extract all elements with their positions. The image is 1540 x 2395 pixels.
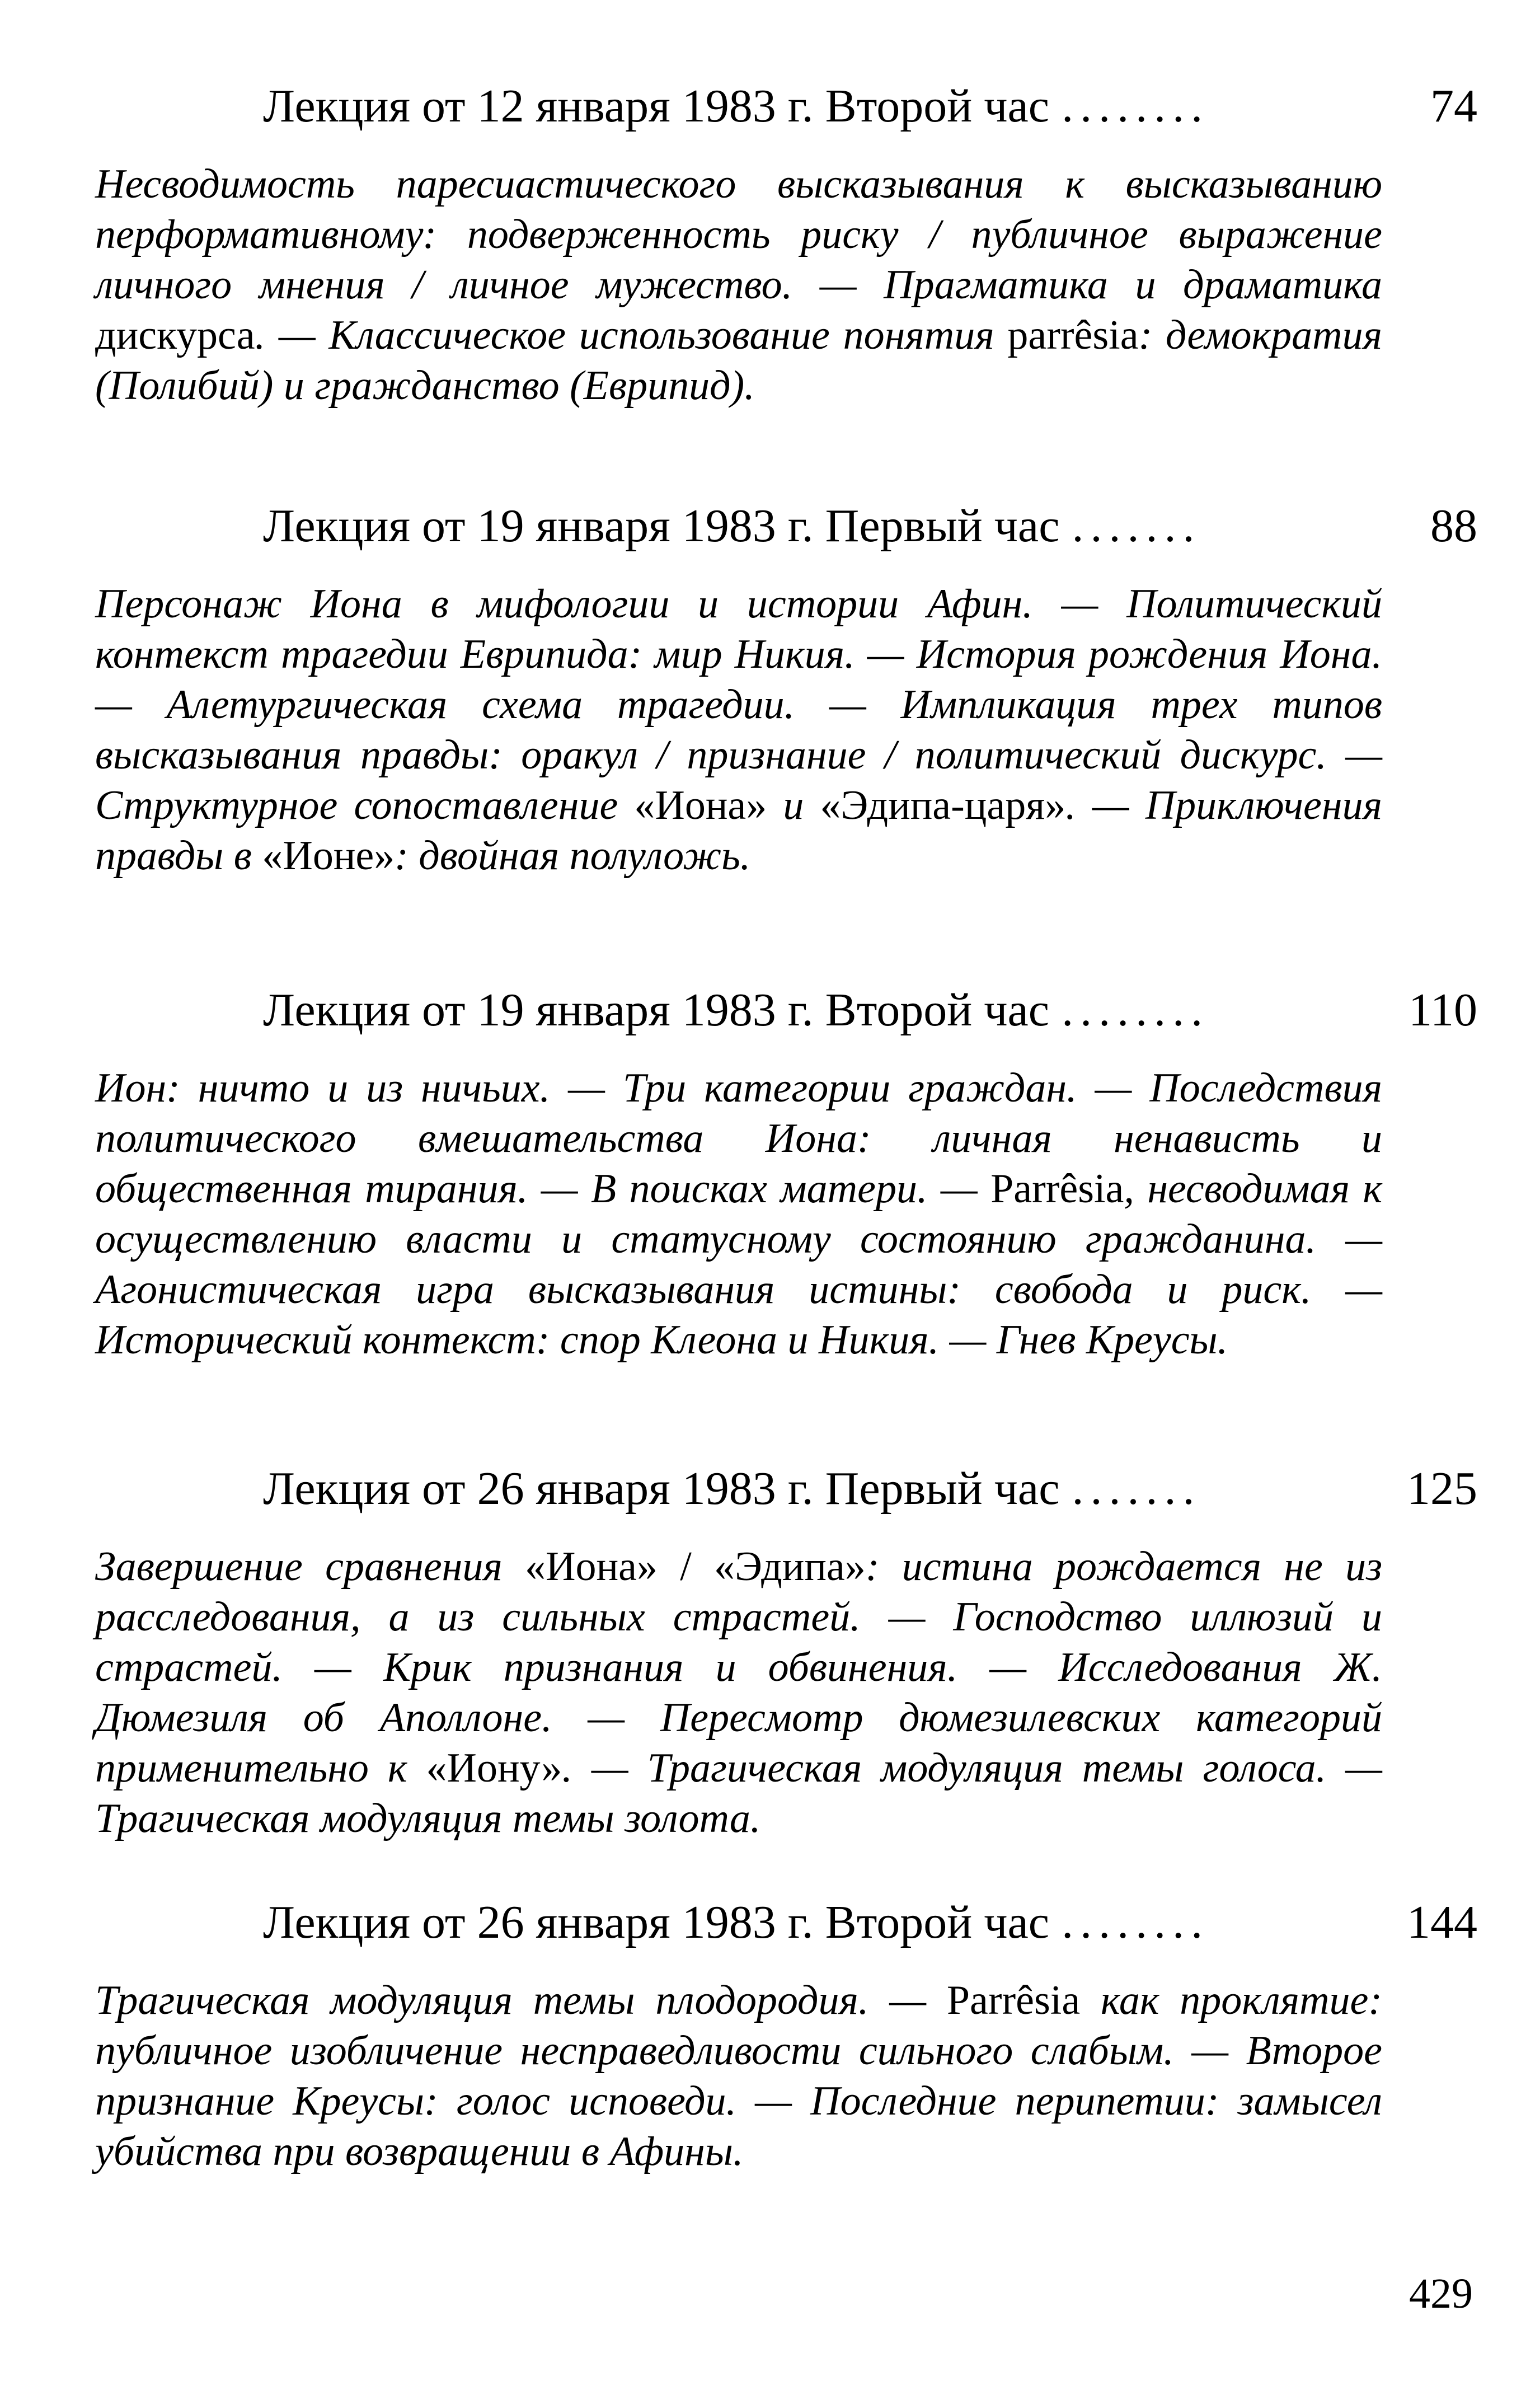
leader-dots: ........ — [1062, 80, 1210, 132]
italic-text-fragment: и — [767, 782, 820, 828]
upright-text-fragment: «Эдипа-царя» — [820, 782, 1066, 828]
entry-description — [95, 1063, 1382, 1365]
leader-dots: ....... — [1072, 500, 1201, 552]
page-number: 144 — [1407, 1896, 1477, 1948]
toc-entry — [95, 977, 1477, 1365]
italic-text-fragment: Персонаж Иона в мифологии и истории Афин. — Политический контекст трагедии Еврипида: мир Никия. — История рождения Иона. — Алетургическая схема трагедии. — Импликация трех типов высказывания правды: оракул / признание / политический дискурс. — Структурное сопоставление — [95, 581, 1382, 828]
heading-label: Лекция от 19 января 1983 г. Второй час — [263, 984, 1050, 1036]
italic-text-fragment: Трагическая модуляция темы плодородия. — — [95, 1977, 947, 2023]
heading-label: Лекция от 26 января 1983 г. Второй час — [263, 1896, 1050, 1948]
upright-text-fragment: «Иона» — [634, 782, 767, 828]
italic-text-fragment: Ион: ничто и из ничьих. — Три категории граждан. — Последствия политического вмешательства Иона: личная ненависть и общественная тирания. — В поисках матери. — — [95, 1065, 1382, 1212]
page-number: 88 — [1430, 500, 1477, 552]
entry-description — [95, 159, 1382, 411]
entry-heading — [95, 73, 1477, 140]
entry-description — [95, 1975, 1382, 2177]
italic-text-fragment: : истина рождается не из расследования, а из сильных страстей. — Господство иллюзий и страстей. — Крик признания и обвинения. — Исследования Ж. Дюмезиля об Аполлоне. — Пересмотр дюмезилевских категорий применительно к — [95, 1544, 1383, 1791]
heading-label: Лекция от 19 января 1983 г. Первый час — [263, 500, 1060, 552]
entry-heading — [95, 493, 1477, 560]
entry-heading — [95, 977, 1477, 1044]
page-number: 125 — [1407, 1463, 1477, 1515]
upright-text-fragment: дискурса — [95, 312, 255, 358]
upright-text-fragment: Parrêsia — [946, 1977, 1081, 2023]
italic-text-fragment: Завершение сравнения — [95, 1544, 525, 1590]
entry-heading — [95, 1889, 1477, 1956]
italic-text-fragment: . — Приключения правды в — [95, 782, 1383, 879]
entry-description — [95, 579, 1382, 881]
entry-description — [95, 1541, 1382, 1844]
toc-entry — [95, 493, 1477, 881]
page-number: 74 — [1430, 80, 1477, 132]
toc-entry — [95, 1889, 1477, 2177]
upright-text-fragment: «Иона» / «Эдипа» — [525, 1544, 866, 1590]
upright-text-fragment: «Иону» — [426, 1745, 562, 1791]
upright-text-fragment: Parrêsia — [990, 1166, 1124, 1212]
heading-text — [263, 1455, 1201, 1522]
page-number: 110 — [1408, 984, 1477, 1036]
toc-entry — [95, 73, 1477, 411]
heading-text — [263, 493, 1201, 560]
folio-page-number: 429 — [1409, 2270, 1473, 2317]
italic-text-fragment: , несводимая к осуществлению власти и статусному состоянию гражданина. —Агонистическая игра высказывания истины: свобода и риск. — Исторический контекст: спор Клеона и Никия. — Гнев Креусы. — [95, 1166, 1382, 1363]
heading-text — [263, 1889, 1209, 1956]
heading-label: Лекция от 12 января 1983 г. Второй час — [263, 80, 1050, 132]
heading-text — [263, 73, 1209, 140]
entry-heading — [95, 1455, 1477, 1522]
heading-text — [263, 977, 1209, 1044]
italic-text-fragment: как проклятие: публичное изобличение несправедливости сильного слабым. — Второе признание Креусы: голос исповеди. — Последние перипетии: замысел убийства при возвращении в Афины. — [95, 1977, 1382, 2174]
italic-text-fragment: . — Трагическая модуляция темы голоса. — Трагическая модуляция темы золота. — [95, 1745, 1382, 1841]
leader-dots: ........ — [1062, 984, 1210, 1036]
upright-text-fragment: «Ионе» — [262, 833, 395, 879]
leader-dots: ....... — [1072, 1463, 1201, 1515]
toc-entry — [95, 1455, 1477, 1844]
italic-text-fragment: . — Классическое использование понятия — [255, 312, 1008, 358]
heading-label: Лекция от 26 января 1983 г. Первый час — [263, 1463, 1060, 1515]
italic-text-fragment: : двойная полуложь. — [395, 833, 751, 879]
upright-text-fragment: parrêsia — [1007, 312, 1139, 358]
italic-text-fragment: Несводимость паресиастического высказывания к высказыванию перформативному: подверженность риску / публичное выражение личного мнения / личное мужество. — Прагматика и драматика — [95, 161, 1382, 308]
leader-dots: ........ — [1062, 1896, 1210, 1948]
italic-text-fragment: : демократия (Полибий) и гражданство (Еврипид). — [95, 312, 1382, 409]
